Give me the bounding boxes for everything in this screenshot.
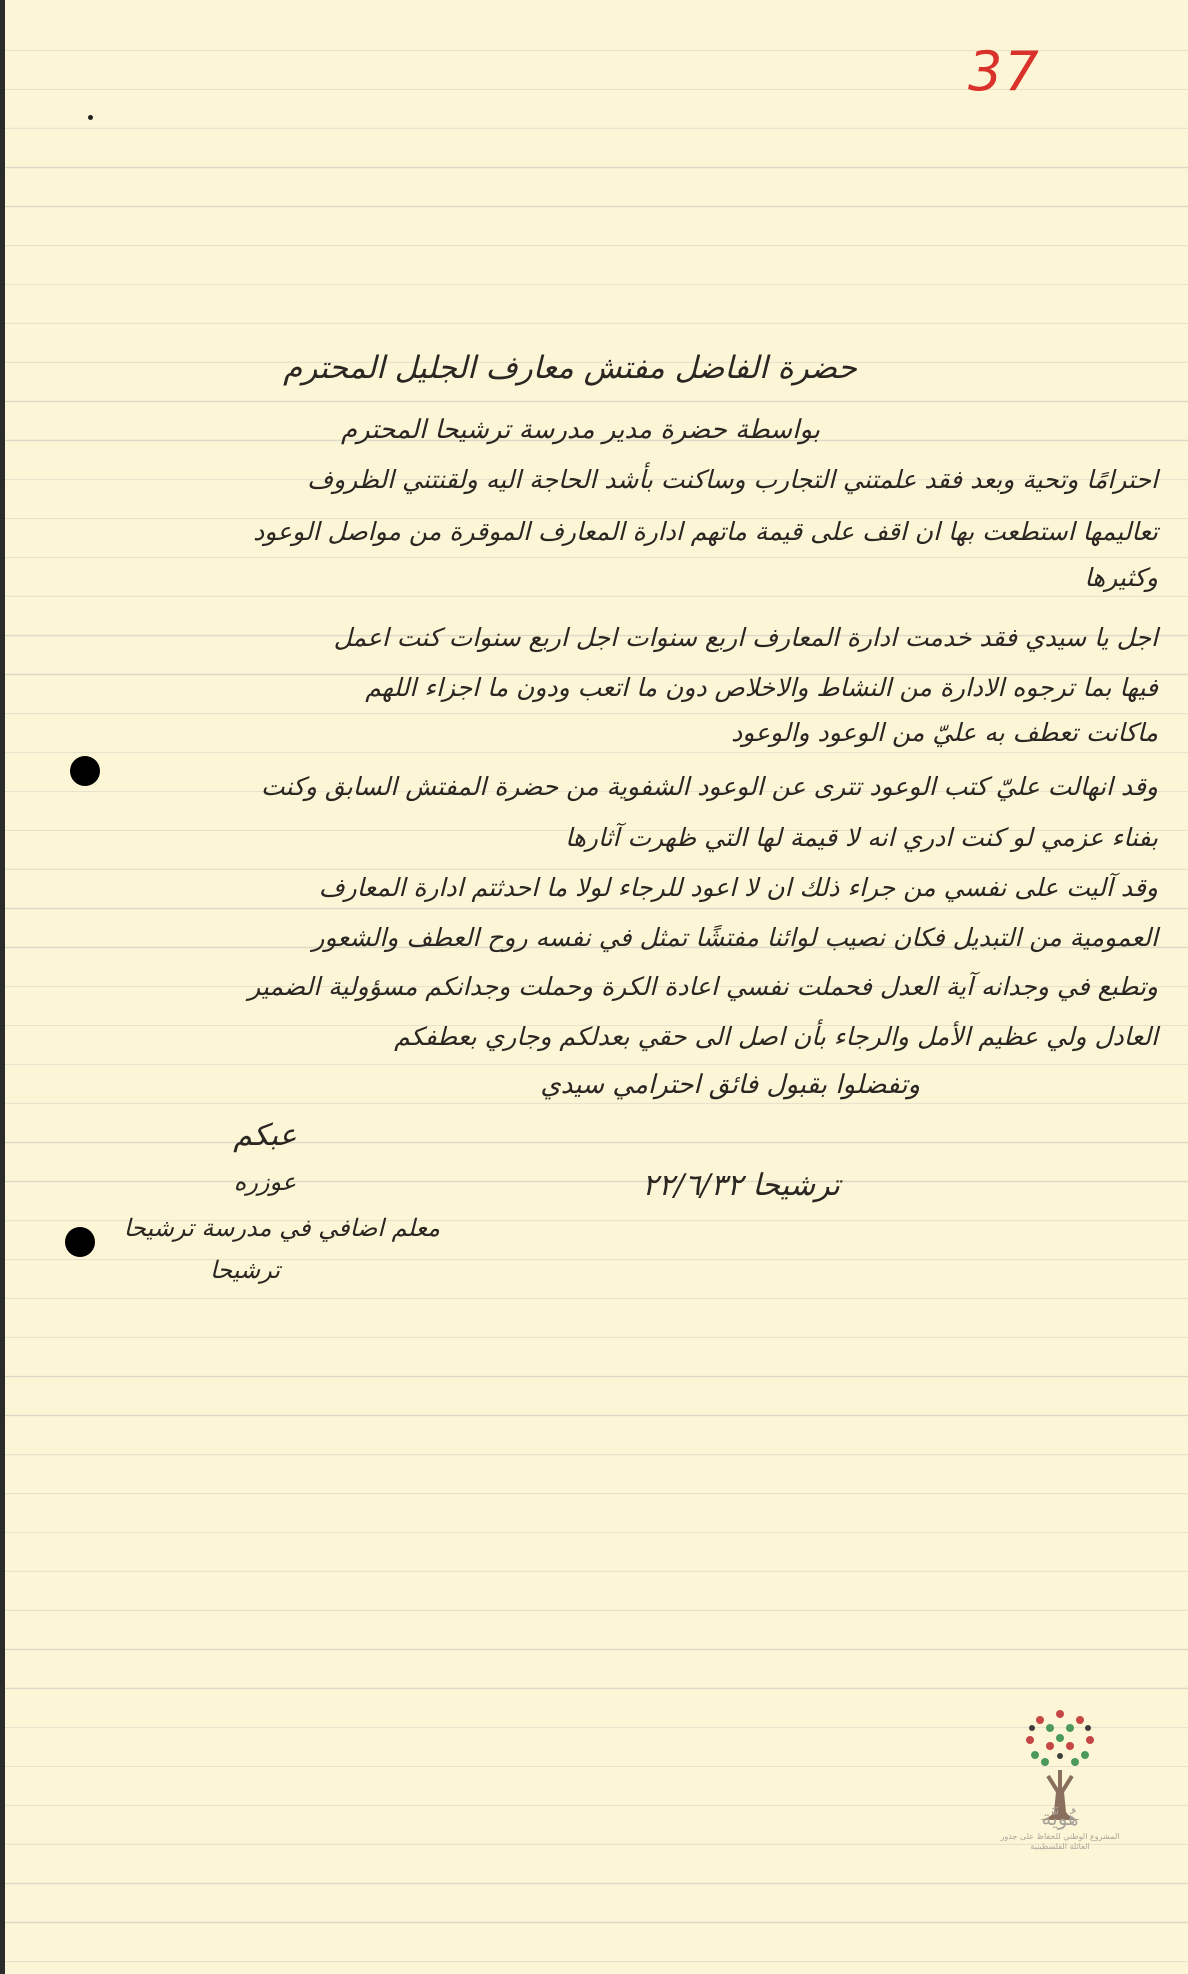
body-line: العمومية من التبديل فكان نصيب لوائنا مفتشًا تمثل في نفسه روح العطف والشعور [312, 923, 1158, 952]
body-line: وكثيرها [1084, 563, 1158, 592]
punch-hole [65, 1227, 95, 1257]
body-line: اجل يا سيدي فقد خدمت ادارة المعارف اربع سنوات اجل اربع سنوات كنت اعمل [333, 623, 1158, 652]
body-line: العادل ولي عظيم الأمل والرجاء بأن اصل الى حقي بعدلكم وجاري بعطفكم [394, 1022, 1158, 1051]
body-line: وقد انهالت عليّ كتب الوعود تترى عن الوعود الشفوية من حضرة المفتش السابق وكنت [260, 772, 1158, 801]
page-number: 37 [968, 40, 1041, 103]
punch-hole [70, 756, 100, 786]
body-line: وتطبع في وجدانه آية العدل فحملت نفسي اعادة الكرة وحملت وجدانكم مسؤولية الضمير [248, 972, 1158, 1001]
letter-via-line: بواسطة حضرة مدير مدرسة ترشيحا المحترم [340, 415, 820, 445]
sender-name: عوزره [233, 1168, 297, 1196]
body-line: تعاليمها استطعت بها ان اقف على قيمة ماتهم ادارة المعارف الموقرة من مواصل الوعود [253, 517, 1158, 546]
body-line: ماكانت تعطف به عليّ من الوعود والوعود [731, 718, 1158, 747]
body-line: فيها بما ترجوه الادارة من النشاط والاخلاص دون ما اتعب ودون ما اجزاء اللهم [365, 673, 1158, 702]
scan-edge [0, 0, 5, 1974]
closing-line: وتفضلوا بقبول فائق احترامي سيدي [540, 1070, 920, 1100]
body-line: بفناء عزمي لو كنت ادري انه لا قيمة لها التي ظهرت آثارها [565, 823, 1158, 852]
logo-name: هُويَّة [1041, 1806, 1079, 1830]
ink-dot [88, 115, 93, 120]
signature: عبكم [233, 1118, 297, 1153]
logo-subtitle: المشروع الوطني للحفاظ على جذور العائلة الفلسطينية [1000, 1832, 1120, 1851]
body-line: احترامًا وتحية وبعد فقد علمتني التجارب وساكنت بأشد الحاجة اليه ولقنتني الظروف [307, 465, 1158, 494]
letter-date: ترشيحا ٢٢/٦/٣٢ [642, 1168, 840, 1203]
body-line: وقد آليت على نفسي من جراء ذلك ان لا اعود للرجاء لولا ما احدثتم ادارة المعارف [318, 873, 1158, 902]
sender-place: ترشيحا [209, 1256, 281, 1284]
sender-title: معلم اضافي في مدرسة ترشيحا [123, 1214, 440, 1242]
letter-heading: حضرة الفاضل مفتش معارف الجليل المحترم [283, 350, 857, 386]
